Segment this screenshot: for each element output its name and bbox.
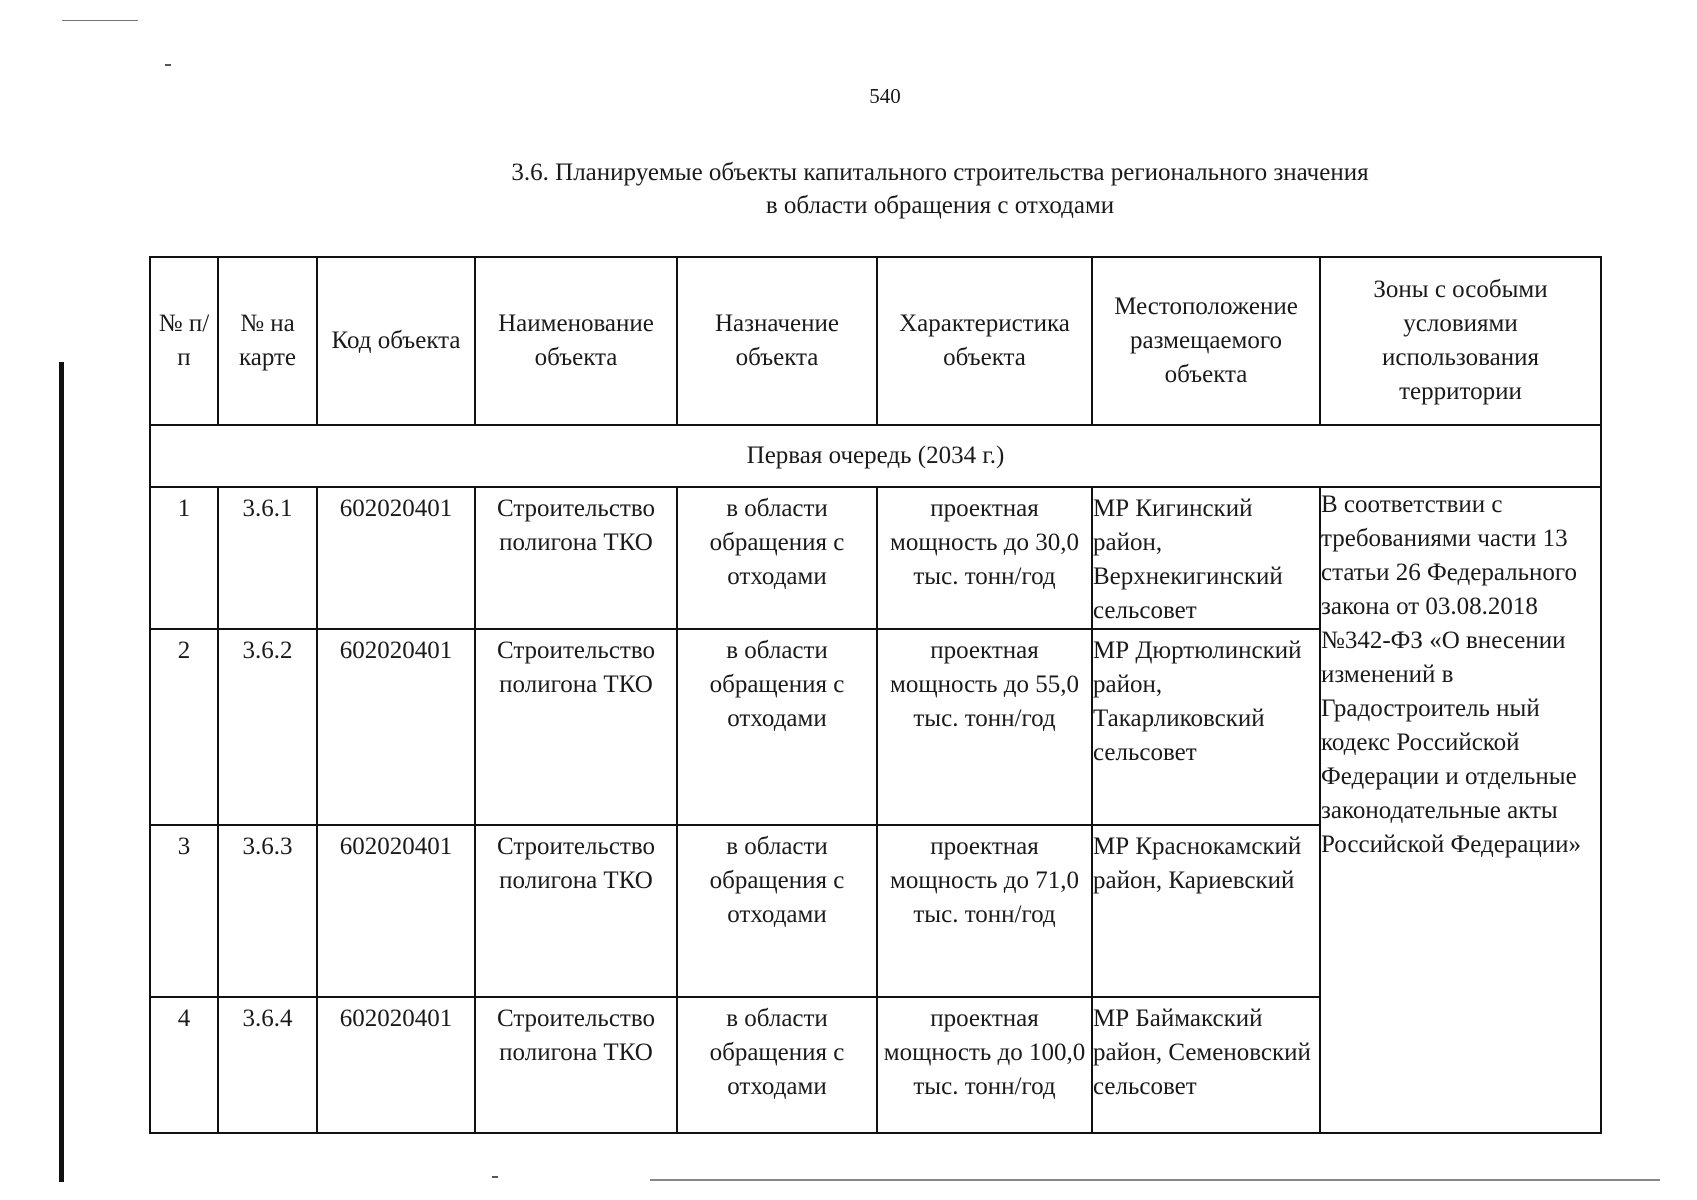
page-number: 540 bbox=[869, 84, 901, 108]
cell-purpose: в области обращения с отходами bbox=[709, 495, 845, 590]
cell-name: Строительство полигона ТКО bbox=[496, 495, 655, 556]
cell-name: Строительство полигона ТКО bbox=[496, 637, 655, 698]
cell-characteristic: проектная мощность до 30,0 тыс. тонн/год bbox=[890, 495, 1079, 590]
scan-artifact-line bbox=[62, 20, 138, 21]
header-name: Наименование объекта bbox=[475, 257, 677, 425]
cell-map-num: 3.6.3 bbox=[242, 833, 293, 860]
cell-purpose: в области обращения с отходами bbox=[709, 833, 845, 928]
cell-code: 602020401 bbox=[339, 637, 453, 664]
cell-code: 602020401 bbox=[339, 495, 453, 522]
cell-location: МР Дюртюлинский район, Такарликовский сельсовет bbox=[1093, 637, 1302, 766]
cell-characteristic: проектная мощность до 100,0 тыс. тонн/год bbox=[883, 1005, 1086, 1100]
document-title-line: 3.6. Планируемые объекты капитального строительства регионального значения bbox=[511, 159, 1369, 186]
scan-artifact-dot bbox=[492, 1176, 498, 1178]
section-label: Первая очередь (2034 г.) bbox=[150, 425, 1601, 487]
cell-location: МР Кигинский район, Верхнекигинский сельсовет bbox=[1093, 495, 1283, 624]
cell-name: Строительство полигона ТКО bbox=[496, 833, 655, 894]
cell-map-num: 3.6.4 bbox=[242, 1005, 293, 1032]
document-title-line: в области обращения с отходами bbox=[765, 192, 1115, 219]
scan-artifact-line bbox=[650, 1179, 1660, 1181]
cell-num: 3 bbox=[177, 833, 191, 860]
section-row bbox=[150, 425, 1601, 487]
header-location: Местоположение размещаемого объекта bbox=[1092, 257, 1320, 425]
table-row bbox=[150, 487, 1601, 629]
header-code: Код объекта bbox=[317, 257, 475, 425]
cell-map-num: 3.6.1 bbox=[242, 495, 293, 522]
cell-num: 2 bbox=[177, 637, 191, 664]
table-header-row bbox=[150, 257, 1601, 425]
planned-objects-table bbox=[149, 256, 1602, 1134]
scan-edge-bar bbox=[59, 362, 64, 1182]
scan-artifact-dot bbox=[165, 64, 171, 66]
cell-purpose: в области обращения с отходами bbox=[709, 637, 845, 732]
cell-code: 602020401 bbox=[339, 1005, 453, 1032]
cell-code: 602020401 bbox=[339, 833, 453, 860]
header-zones: Зоны с особыми условиями использования территории bbox=[1320, 257, 1601, 425]
cell-location: МР Краснокамский район, Кариевский bbox=[1093, 833, 1302, 894]
header-num: № п/п bbox=[150, 257, 218, 425]
cell-num: 1 bbox=[177, 495, 191, 522]
document-title bbox=[380, 156, 1500, 222]
cell-characteristic: проектная мощность до 55,0 тыс. тонн/год bbox=[890, 637, 1079, 732]
cell-map-num: 3.6.2 bbox=[242, 637, 293, 664]
cell-name: Строительство полигона ТКО bbox=[496, 1005, 655, 1066]
cell-location: МР Баймакский район, Семеновский сельсовет bbox=[1093, 1005, 1311, 1100]
cell-purpose: в области обращения с отходами bbox=[709, 1005, 845, 1100]
cell-zones: В соответствии с требованиями части 13 статьи 26 Федерального закона от 03.08.2018 №342-ФЗ «О внесении изменений в Градостроитель ный кодекс Российской Федерации и отдельные законодательные акты Российской Федерации» bbox=[1320, 487, 1601, 1133]
cell-characteristic: проектная мощность до 71,0 тыс. тонн/год bbox=[890, 833, 1079, 928]
cell-num: 4 bbox=[177, 1005, 191, 1032]
header-purpose: Назначение объекта bbox=[677, 257, 877, 425]
header-characteristic: Характеристика объекта bbox=[877, 257, 1092, 425]
header-map-num: № на карте bbox=[218, 257, 317, 425]
